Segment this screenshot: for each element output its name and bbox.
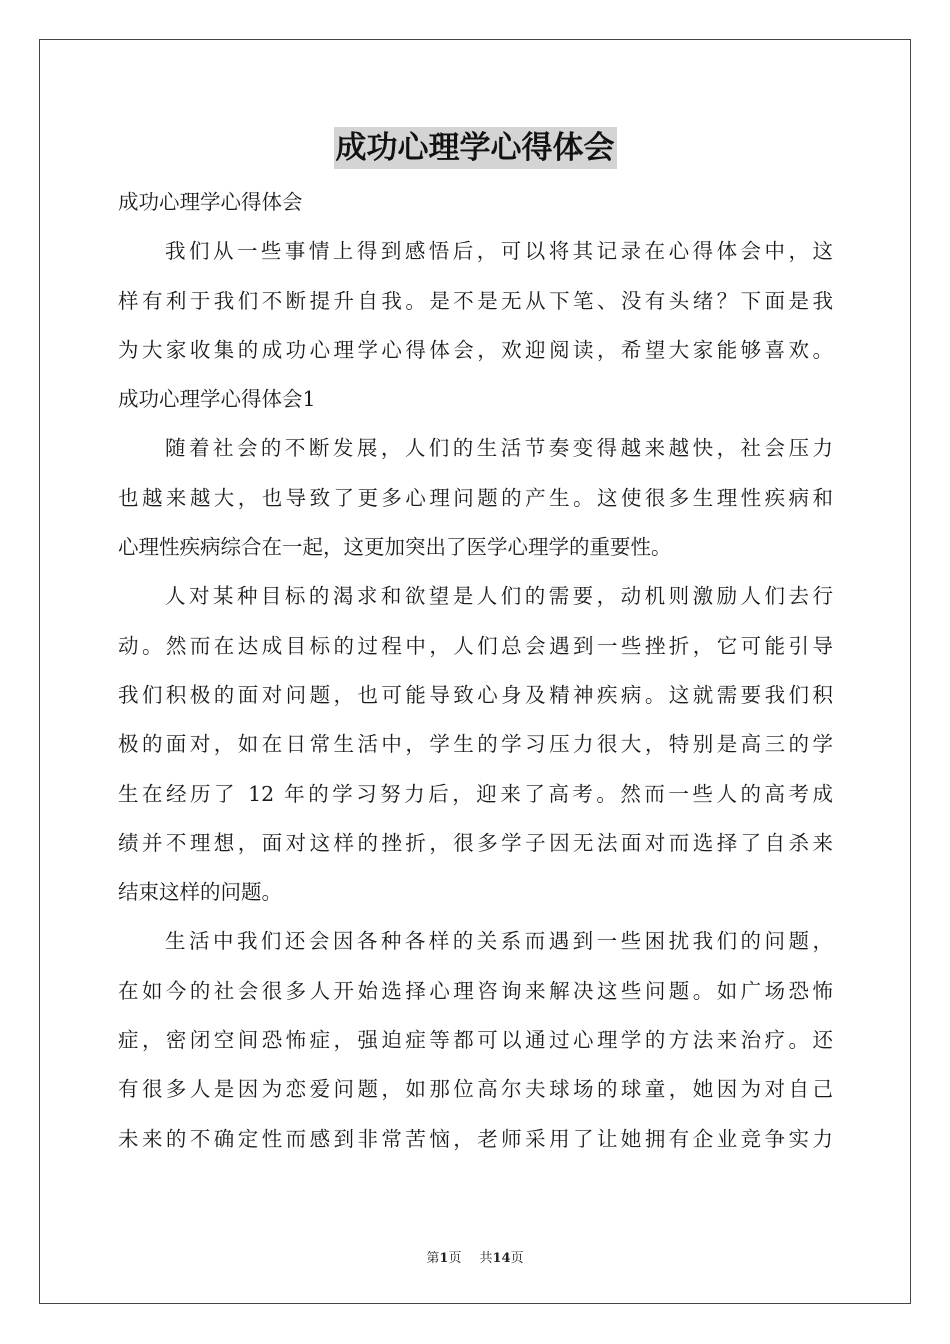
- text-line: 样有利于我们不断提升自我。是不是无从下笔、没有头绪？下面是我: [118, 288, 833, 313]
- text-line: 在如今的社会很多人开始选择心理咨询来解决这些问题。如广场恐怖: [118, 978, 833, 1003]
- text-line: 随着社会的不断发展，人们的生活节奏变得越来越快，社会压力: [165, 436, 833, 461]
- text-line: 成功心理学心得体会: [118, 190, 303, 214]
- footer-page-suffix: 页: [448, 1251, 462, 1266]
- text-line: 有很多人是因为恋爱问题，如那位高尔夫球场的球童，她因为对自己: [118, 1077, 833, 1102]
- footer-page-number: 1: [439, 1251, 449, 1266]
- text-line: 我们积极的面对问题，也可能导致心身及精神疾病。这就需要我们积: [118, 682, 833, 707]
- text-line: 也越来越大，也导致了更多心理问题的产生。这使很多生理性疾病和: [118, 485, 833, 510]
- text-line: 我们从一些事情上得到感悟后，可以将其记录在心得体会中，这: [165, 239, 833, 264]
- text-line: 成功心理学心得体会1: [118, 387, 316, 412]
- footer-prefix: 第: [426, 1251, 440, 1266]
- text-line: 未来的不确定性而感到非常苦恼，老师采用了让她拥有企业竞争实力: [118, 1126, 833, 1151]
- footer-total-prefix: 共: [479, 1251, 493, 1266]
- text-line: 生在经历了 12 年的学习努力后，迎来了高考。然而一些人的高考成: [118, 781, 833, 806]
- title-container: [0, 127, 950, 169]
- text-line: 心理性疾病综合在一起，这更加突出了医学心理学的重要性。: [118, 535, 672, 560]
- text-line: 生活中我们还会因各种各样的关系而遇到一些困扰我们的问题，: [165, 929, 833, 954]
- text-line: 绩并不理想，面对这样的挫折，很多学子因无法面对而选择了自杀来: [118, 830, 833, 855]
- page-footer: [0, 1247, 950, 1266]
- text-line: 症，密闭空间恐怖症，强迫症等都可以通过心理学的方法来治疗。还: [118, 1028, 833, 1053]
- footer-total-suffix: 页: [510, 1251, 524, 1266]
- text-line: 极的面对，如在日常生活中，学生的学习压力很大，特别是高三的学: [118, 732, 833, 757]
- text-line: 人对某种目标的渴求和欲望是人们的需要，动机则激励人们去行: [165, 584, 833, 609]
- document-title: 成功心理学心得体会: [334, 127, 617, 169]
- text-line: 结束这样的问题。: [118, 880, 282, 905]
- footer-total-pages: 14: [492, 1251, 511, 1266]
- text-line: 动。然而在达成目标的过程中，人们总会遇到一些挫折，它可能引导: [118, 633, 833, 658]
- text-line: 为大家收集的成功心理学心得体会，欢迎阅读，希望大家能够喜欢。: [118, 337, 833, 362]
- document-body: [118, 178, 833, 1164]
